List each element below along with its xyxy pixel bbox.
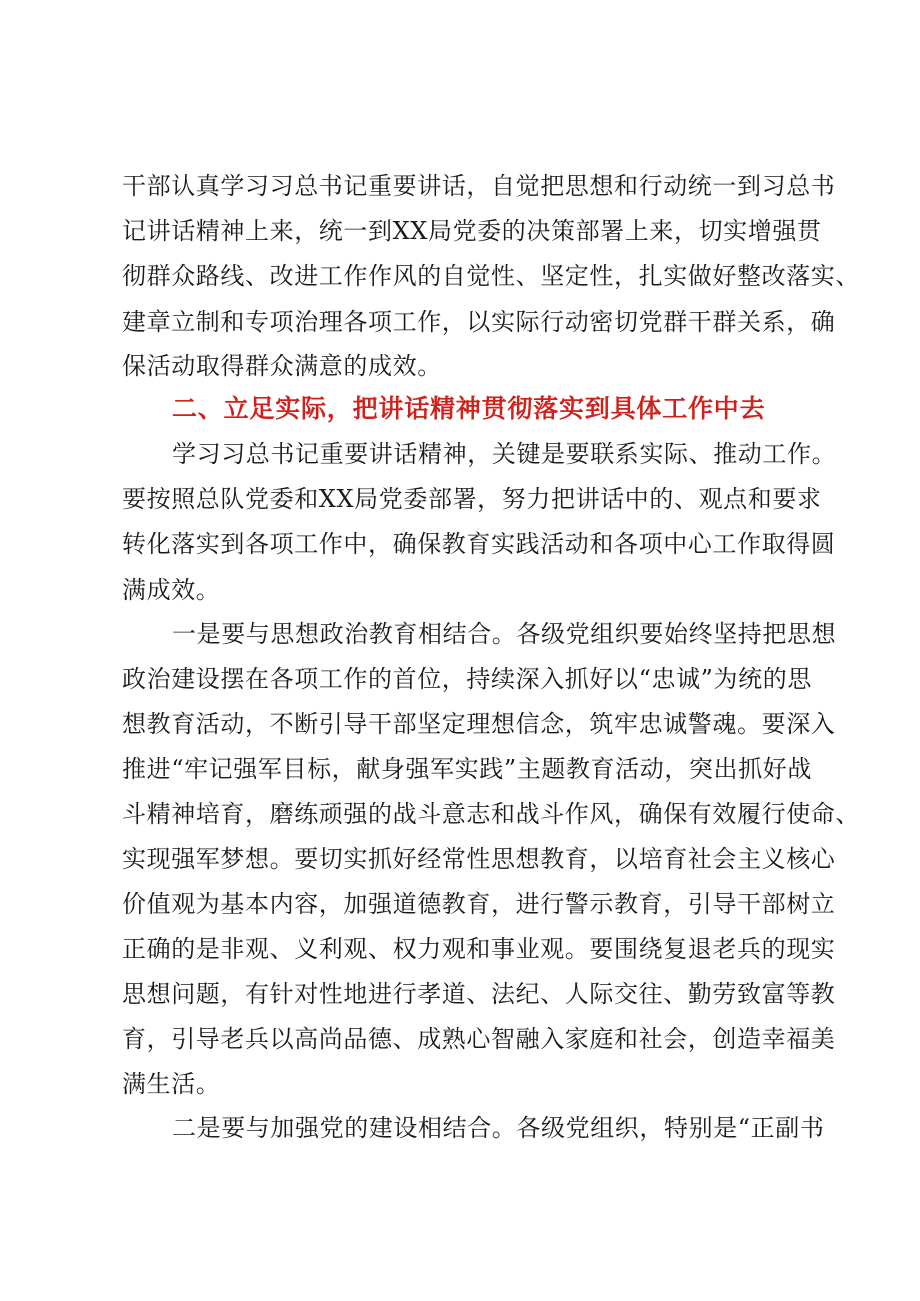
text-line: 正确的是非观、义利观、权力观和事业观。要围绕复退老兵的现实 (122, 935, 836, 963)
text-line: 保活动取得群众满意的成效。 (122, 352, 442, 380)
text-line: 干部认真学习习总书记重要讲话，自觉把思想和行动统一到习总书 (122, 172, 836, 200)
text-line: 思想问题，有针对性地进行孝道、法纪、人际交往、勤劳致富等教 (122, 980, 836, 1008)
text-line: 育，引导老兵以高尚品德、成熟心智融入家庭和社会，创造幸福美 (122, 1025, 836, 1053)
text-line: 一是要与思想政治教育相结合。各级党组织要始终坚持把思想 (172, 620, 837, 648)
text-line: 想教育活动，不断引导干部坚定理想信念，筑牢忠诚警魂。要深入 (122, 710, 836, 738)
text-line: 转化落实到各项工作中，确保教育实践活动和各项中心工作取得圆 (122, 530, 836, 558)
text-line: 斗精神培育，磨练顽强的战斗意志和战斗作风，确保有效履行使命、 (122, 800, 860, 828)
text-line: 政治建设摆在各项工作的首位，持续深入抓好以“忠诚”为统的思 (122, 665, 812, 693)
text-line: 价值观为基本内容，加强道德教育，进行警示教育，引导干部树立 (122, 890, 836, 918)
text-line: 要按照总队党委和XX局党委部署，努力把讲话中的、观点和要求 (122, 485, 822, 513)
text-line: 记讲话精神上来，统一到XX局党委的决策部署上来，切实增强贯 (122, 217, 822, 245)
text-line: 学习习总书记重要讲话精神，关键是要联系实际、推动工作。 (172, 440, 837, 468)
text-line: 推进“牢记强军目标，献身强军实践”主题教育活动，突出抓好战 (122, 755, 812, 783)
text-line: 彻群众路线、改进工作作风的自觉性、坚定性，扎实做好整改落实、 (122, 262, 860, 290)
text-line: 二是要与加强党的建设相结合。各级党组织，特别是“正副书 (172, 1114, 825, 1142)
text-line: 满生活。 (122, 1070, 221, 1098)
section-heading: 二、立足实际，把讲话精神贯彻落实到具体工作中去 (172, 394, 766, 423)
text-line: 满成效。 (122, 576, 221, 604)
text-line: 建章立制和专项治理各项工作，以实际行动密切党群干群关系，确 (122, 308, 836, 336)
text-line: 实现强军梦想。要切实抓好经常性思想教育，以培育社会主义核心 (122, 845, 836, 873)
